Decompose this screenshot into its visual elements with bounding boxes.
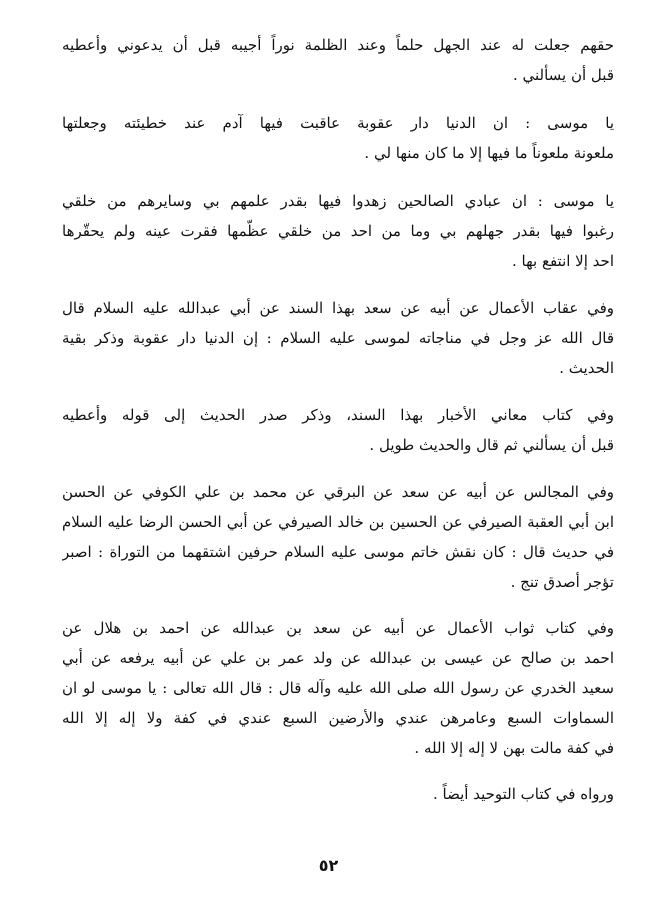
text-line: يا موسى : ان الدنيا دار عقوبة عاقبت فيها آدم عند خطيئته وجعلتها bbox=[62, 114, 614, 132]
text-line: في كفة مالت بهن لا إله إلا الله . bbox=[414, 739, 614, 757]
text-line: وفي كتاب معاني الأخبار بهذا السند، وذكر صدر الحديث إلى قوله وأعطيه bbox=[62, 406, 614, 424]
text-line: سعيد الخدري عن رسول الله صلى الله عليه وآله قال : قال الله تعالى : يا موسى لو ان bbox=[62, 679, 614, 697]
text-line: وفي المجالس عن أبيه عن سعد عن البرقي عن محمد بن علي الكوفي عن الحسن bbox=[62, 483, 614, 501]
text-line: ملعونة ملعوناً ما فيها إلا ما كان منها لي . bbox=[364, 144, 614, 162]
text-line: قال الله عز وجل في مناجاته لموسى عليه السلام : إن الدنيا دار عقوبة وذكر بقية bbox=[62, 329, 614, 347]
text-line: في حديث قال : كان نقش خاتم موسى عليه السلام حرفين اشتقهما من التوراة : اصبر bbox=[62, 543, 614, 561]
text-line: حقهم جعلت له عند الجهل حلماً وعند الظلمة نوراً أجيبه قبل أن يدعوني وأعطيه bbox=[62, 36, 614, 54]
text-line: ابن أبي العقبة الصيرفي عن الحسين بن خالد الصيرفي عن أبي الحسن الرضا عليه السلام bbox=[62, 513, 614, 531]
text-line: تؤجر أصدق تنج . bbox=[510, 573, 614, 591]
paragraph-1 bbox=[62, 30, 614, 90]
text-line: احمد بن صالح عن عيسى بن عبدالله عن ولد عمر بن علي عن أبيه يرفعه عن أبي bbox=[62, 649, 614, 667]
text-line: احد إلا انتفع بها . bbox=[512, 252, 614, 270]
text-line: السماوات السبع وعامرهن عندي والأرضين السبع عندي في كفة ولا إله إلا الله bbox=[62, 709, 614, 727]
paragraph-7 bbox=[62, 613, 614, 763]
text-line: قبل أن يسألني ثم قال والحديث طويل . bbox=[369, 436, 614, 454]
paragraph-4 bbox=[62, 293, 614, 383]
text-line: رغبوا فيها بقدر جهلهم بي وما من احد من خلقي عظّمها فقرت عينه ولم يحقّرها bbox=[62, 222, 614, 240]
text-line: وفي كتاب ثواب الأعمال عن أبيه عن سعد بن عبدالله عن احمد بن هلال عن bbox=[62, 619, 614, 637]
text-line: الحديث . bbox=[559, 359, 614, 377]
paragraph-2 bbox=[62, 108, 614, 168]
paragraph-5 bbox=[62, 400, 614, 460]
paragraph-8 bbox=[62, 779, 614, 809]
text-line: وفي عقاب الأعمال عن أبيه عن سعد بهذا السند عن أبي عبدالله عليه السلام قال bbox=[62, 299, 614, 317]
page-body bbox=[62, 30, 614, 809]
text-line: قبل أن يسألني . bbox=[512, 66, 614, 84]
text-line: ورواه في كتاب التوحيد أيضاً . bbox=[432, 785, 614, 803]
paragraph-3 bbox=[62, 186, 614, 276]
page-number: ٥٢ bbox=[318, 856, 339, 875]
text-line: يا موسى : ان عبادي الصالحين زهدوا فيها بقدر علمهم بي وسايرهم من خلقي bbox=[62, 192, 614, 210]
paragraph-6 bbox=[62, 477, 614, 597]
